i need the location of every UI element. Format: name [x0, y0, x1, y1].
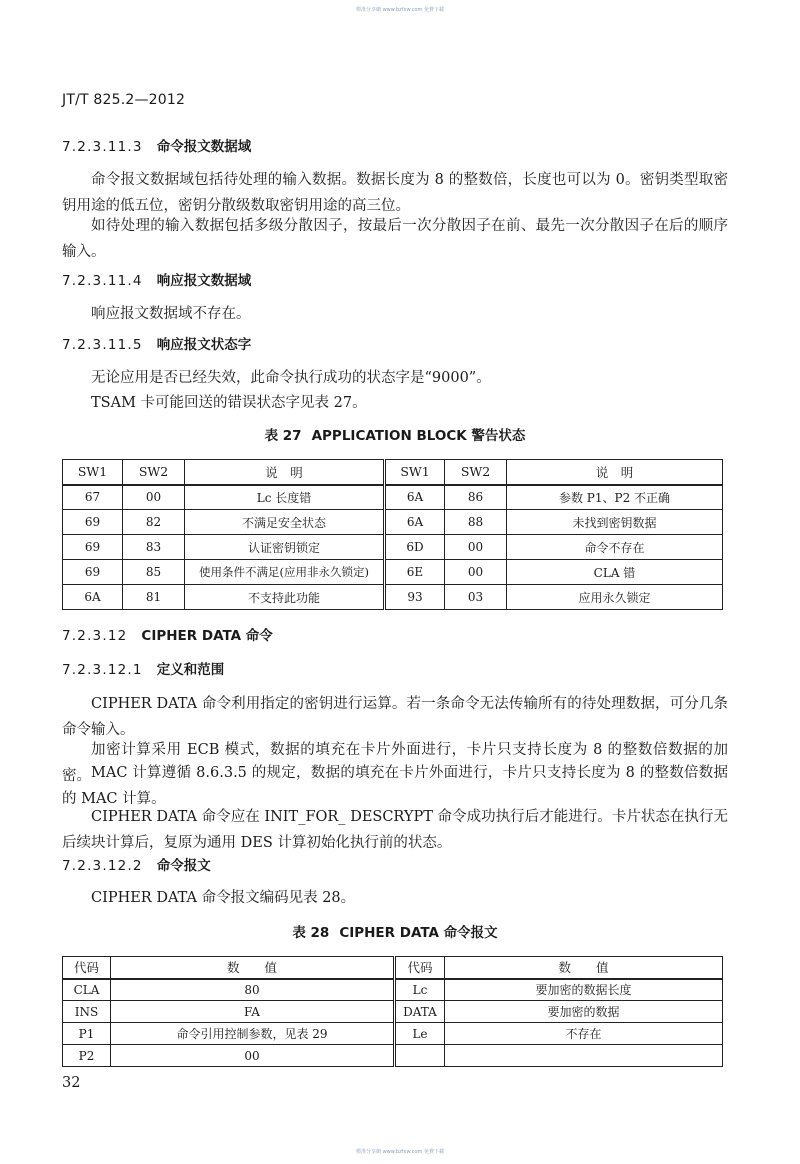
table-row — [63, 485, 723, 510]
table-cell: 认证密钥锁定 — [185, 535, 385, 560]
table-row — [63, 1023, 723, 1045]
table-cell: 命令引用控制参数，见表 29 — [111, 1023, 395, 1045]
table-cell: 使用条件不满足(应用非永久锁定) — [185, 560, 385, 585]
table-cell: 未找到密钥数据 — [507, 510, 723, 535]
paragraph: CIPHER DATA 命令应在 INIT_FOR_ DESCRYPT 命令成功执行后才能进行。卡片状态在执行无后续块计算后，复原为通用 DES 计算初始化执行前的状态。 — [62, 809, 728, 851]
table-cell: 参数 P1、P2 不正确 — [507, 485, 723, 510]
table-cell: DATA — [395, 1001, 445, 1023]
paragraph: 响应报文数据域不存在。 — [91, 306, 251, 322]
paragraph: 无论应用是否已经失效，此命令执行成功的状态字是“9000”。 — [91, 370, 491, 386]
table-cell: 应用永久锁定 — [507, 585, 723, 610]
section-number: 7.2.3.11.5 — [62, 337, 143, 353]
section-heading-11-4 — [62, 271, 251, 291]
table-title: APPLICATION BLOCK 警告状态 — [311, 428, 526, 444]
section-title: 响应报文状态字 — [156, 337, 252, 353]
table-cell: 85 — [123, 560, 185, 585]
top-watermark: 標准分享網 www.bzfxw.com 免費下載 — [356, 7, 444, 13]
table-cell — [395, 1045, 445, 1067]
header-cell: 数 值 — [111, 957, 395, 979]
table-title: CIPHER DATA 命令报文 — [339, 925, 498, 941]
section-heading-12 — [62, 626, 273, 646]
header-cell: 代码 — [63, 957, 111, 979]
paragraph: MAC 计算遵循 8.6.3.5 的规定，数据的填充在卡片外面进行，卡片只支持长度为 8 的整数倍数据的 MAC 计算。 — [62, 765, 728, 807]
table-row — [63, 510, 723, 535]
table-header-row — [63, 460, 723, 485]
paragraph: 加密计算采用 ECB 模式，数据的填充在卡片外面进行，卡片只支持长度为 8 的整数倍数据的加密。 — [62, 742, 728, 784]
table-cell: 00 — [123, 485, 185, 510]
section-number: 7.2.3.12.2 — [62, 858, 143, 874]
table-cell: 82 — [123, 510, 185, 535]
header-cell: SW1 — [63, 460, 123, 485]
table-cell: 80 — [111, 979, 395, 1001]
table-row — [63, 1001, 723, 1023]
table-header-row — [63, 957, 723, 979]
section-title: 定义和范围 — [156, 662, 225, 678]
table-cell: Le — [395, 1023, 445, 1045]
table-label: 表 27 — [264, 428, 302, 444]
section-heading-12-1 — [62, 660, 224, 680]
section-number: 7.2.3.12 — [62, 628, 128, 644]
section-heading-12-2 — [62, 856, 211, 876]
table-cell: 要加密的数据 — [445, 1001, 723, 1023]
table-cell: FA — [111, 1001, 395, 1023]
table-cell: P1 — [63, 1023, 111, 1045]
table-row — [63, 535, 723, 560]
table-cell: 69 — [63, 510, 123, 535]
bottom-watermark: 標准分享網 www.bzfxw.com 免費下載 — [356, 1149, 444, 1155]
header-cell: 说 明 — [507, 460, 723, 485]
table-cell: 6A — [385, 485, 445, 510]
section-number: 7.2.3.11.4 — [62, 273, 143, 289]
paragraph: TSAM 卡可能回送的错误状态字见表 27。 — [91, 395, 367, 411]
table-cell: Lc 长度错 — [185, 485, 385, 510]
table-28-caption — [62, 921, 728, 941]
table-row — [63, 1045, 723, 1067]
table-cell: 00 — [445, 560, 507, 585]
section-title: 响应报文数据域 — [156, 273, 252, 289]
table-cell: 不存在 — [445, 1023, 723, 1045]
table-cell: 00 — [111, 1045, 395, 1067]
table-cell: 93 — [385, 585, 445, 610]
table-cell: 03 — [445, 585, 507, 610]
table-cell: CLA — [63, 979, 111, 1001]
standard-code-header: JT/T 825.2—2012 — [62, 92, 186, 108]
table-cell: INS — [63, 1001, 111, 1023]
table-cell — [445, 1045, 723, 1067]
table-28 — [62, 956, 723, 1067]
section-title: 命令报文数据域 — [156, 139, 252, 155]
section-heading-11-3 — [62, 137, 251, 157]
header-cell: SW2 — [445, 460, 507, 485]
table-row — [63, 585, 723, 610]
table-row — [63, 979, 723, 1001]
header-cell: SW1 — [385, 460, 445, 485]
section-heading-11-5 — [62, 335, 251, 355]
table-27 — [62, 459, 723, 610]
table-cell: 00 — [445, 535, 507, 560]
section-number: 7.2.3.11.3 — [62, 139, 143, 155]
table-cell: 67 — [63, 485, 123, 510]
table-label: 表 28 — [292, 925, 330, 941]
table-27-caption — [62, 424, 728, 444]
table-cell: Lc — [395, 979, 445, 1001]
table-cell: 6D — [385, 535, 445, 560]
table-cell: 不满足安全状态 — [185, 510, 385, 535]
header-cell: 说 明 — [185, 460, 385, 485]
table-cell: 命令不存在 — [507, 535, 723, 560]
header-cell: 代码 — [395, 957, 445, 979]
table-cell: 83 — [123, 535, 185, 560]
table-cell: 6E — [385, 560, 445, 585]
section-title: 命令报文 — [156, 858, 211, 874]
paragraph: 如待处理的输入数据包括多级分散因子，按最后一次分散因子在前、最先一次分散因子在后的顺序输入。 — [62, 218, 728, 260]
table-cell: 6A — [63, 585, 123, 610]
table-cell: 69 — [63, 535, 123, 560]
paragraph: CIPHER DATA 命令利用指定的密钥进行运算。若一条命令无法传输所有的待处理数据，可分几条命令输入。 — [62, 696, 728, 738]
table-row — [63, 560, 723, 585]
table-cell: 69 — [63, 560, 123, 585]
table-cell: 86 — [445, 485, 507, 510]
section-title: CIPHER DATA 命令 — [141, 628, 273, 644]
table-cell: P2 — [63, 1045, 111, 1067]
paragraph: CIPHER DATA 命令报文编码见表 28。 — [91, 890, 356, 906]
section-number: 7.2.3.12.1 — [62, 662, 143, 678]
header-cell: 数 值 — [445, 957, 723, 979]
table-cell: 88 — [445, 510, 507, 535]
table-cell: 要加密的数据长度 — [445, 979, 723, 1001]
table-cell: CLA 错 — [507, 560, 723, 585]
table-cell: 不支持此功能 — [185, 585, 385, 610]
paragraph: 命令报文数据域包括待处理的输入数据。数据长度为 8 的整数倍，长度也可以为 0。密钥类型取密钥用途的低五位，密钥分散级数取密钥用途的高三位。 — [62, 172, 728, 214]
header-cell: SW2 — [123, 460, 185, 485]
table-cell: 81 — [123, 585, 185, 610]
table-cell: 6A — [385, 510, 445, 535]
page-number: 32 — [62, 1075, 81, 1091]
